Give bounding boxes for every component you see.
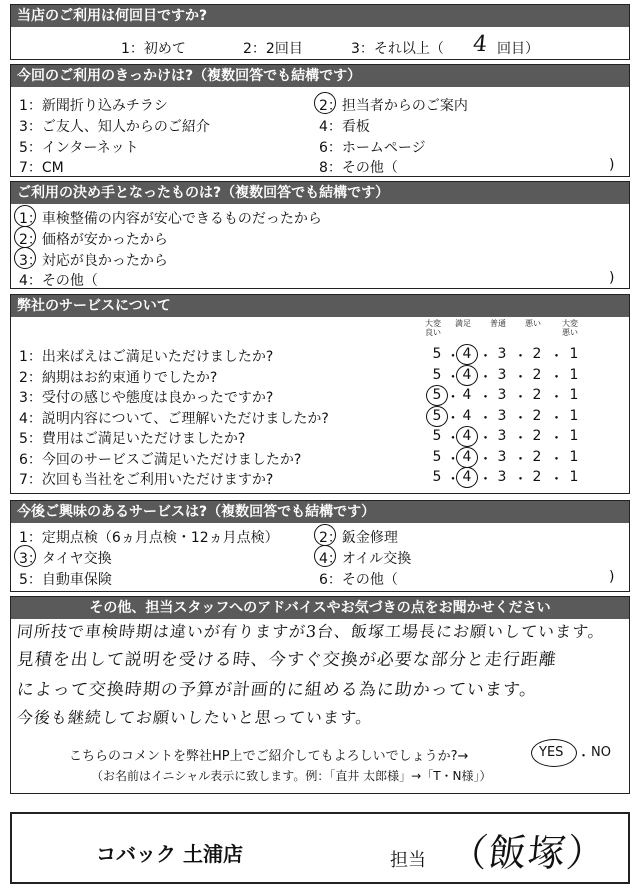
rating-separator: ・ bbox=[549, 390, 564, 406]
rating-score[interactable]: 4 bbox=[462, 469, 472, 485]
interest-option-5[interactable]: 5：自動車保険 bbox=[19, 572, 112, 588]
section-service-rating bbox=[10, 294, 630, 494]
rating-separator: ・ bbox=[513, 369, 528, 386]
rating-separator: ・ bbox=[446, 451, 460, 468]
rating-score[interactable]: 4 bbox=[462, 448, 472, 465]
rating-score[interactable]: 5 bbox=[432, 346, 442, 362]
consent-no[interactable]: NO bbox=[591, 745, 611, 760]
close-paren: ) bbox=[609, 569, 615, 585]
rating-separator: ・ bbox=[446, 410, 460, 427]
trigger-option-7[interactable]: 7：CM bbox=[19, 160, 64, 176]
rating-score[interactable]: 1 bbox=[569, 366, 579, 383]
trigger-option-1[interactable]: 1：新聞折り込みチラシ bbox=[19, 98, 168, 114]
factor-option-3[interactable]: 3：対応が良かったから bbox=[19, 253, 168, 269]
rating-separator: ・ bbox=[513, 390, 528, 406]
section-interest bbox=[10, 500, 630, 592]
section-title: 当店のご利用は何回目ですか? bbox=[11, 5, 629, 27]
comment-line-4: 今後も継続してお願いしたいと思っています。 bbox=[15, 708, 374, 727]
trigger-option-4[interactable]: 4：看板 bbox=[319, 119, 370, 135]
answer-circle bbox=[14, 545, 36, 567]
rating-column-header: 普通 bbox=[490, 319, 506, 328]
rating-score[interactable]: 2 bbox=[532, 387, 542, 403]
rating-score[interactable]: 3 bbox=[497, 448, 507, 465]
section-deciding-factor bbox=[10, 181, 630, 289]
rating-separator: ・ bbox=[478, 349, 493, 365]
interest-option-6[interactable]: 6：その他（ bbox=[319, 572, 398, 588]
store-name: コバック 土浦店 bbox=[96, 842, 243, 866]
rating-column-header: 満足 bbox=[455, 319, 471, 328]
rating-separator: ・ bbox=[549, 431, 564, 447]
section-visit-count bbox=[10, 4, 630, 60]
rating-score[interactable]: 4 bbox=[462, 387, 472, 403]
answer-circle bbox=[456, 447, 478, 468]
answer-circle bbox=[14, 205, 36, 227]
rating-question: 2：納期はお約束通りでしたか? bbox=[19, 369, 218, 386]
rating-score[interactable]: 1 bbox=[569, 387, 579, 403]
rating-score[interactable]: 5 bbox=[432, 448, 442, 465]
option-more-suffix: 回目） bbox=[497, 41, 539, 57]
section-comments bbox=[10, 596, 630, 794]
rating-separator: ・ bbox=[513, 431, 528, 447]
comment-line-2: 見積を出して説明を受ける時、今すぐ交換が必要な部分と走行距離 bbox=[15, 650, 558, 670]
answer-circle bbox=[314, 545, 336, 567]
rating-column-header: 悪い bbox=[525, 319, 541, 328]
rating-score[interactable]: 4 bbox=[462, 407, 472, 424]
answer-circle bbox=[531, 739, 577, 767]
consent-yes[interactable]: YES bbox=[539, 745, 564, 760]
answer-circle bbox=[456, 467, 478, 488]
option-first[interactable]: 1：初めて bbox=[121, 41, 186, 57]
rating-question: 7：次回も当社をご利用いただけますか? bbox=[19, 472, 274, 488]
interest-option-3[interactable]: 3：タイヤ交換 bbox=[19, 551, 112, 567]
answer-circle bbox=[314, 524, 336, 546]
trigger-option-8[interactable]: 8：その他（ bbox=[319, 160, 398, 176]
section-title: 今回のご利用のきっかけは?（複数回答でも結構です） bbox=[11, 65, 629, 87]
rating-separator: ・ bbox=[549, 451, 564, 468]
answer-circle bbox=[456, 344, 478, 365]
section-title: 弊社のサービスについて bbox=[11, 295, 629, 317]
answer-circle bbox=[14, 226, 36, 248]
section-trigger bbox=[10, 64, 630, 177]
rating-score[interactable]: 3 bbox=[497, 407, 507, 424]
rating-separator: ・ bbox=[549, 410, 564, 427]
rating-score[interactable]: 3 bbox=[497, 387, 507, 403]
rating-score[interactable]: 4 bbox=[462, 346, 472, 362]
rating-column-header: 大変 悪い bbox=[562, 319, 578, 337]
close-paren: ) bbox=[609, 270, 615, 286]
trigger-option-3[interactable]: 3：ご友人、知人からのご紹介 bbox=[19, 119, 210, 135]
answer-circle bbox=[314, 92, 336, 114]
interest-option-1[interactable]: 1：定期点検（6ヵ月点検・12ヵ月点検） bbox=[19, 530, 279, 546]
comment-line-3: によって交換時期の予算が計画的に組める為に助かっています。 bbox=[15, 680, 539, 700]
rating-column-header: 大変 良い bbox=[425, 319, 441, 337]
rating-score[interactable]: 5 bbox=[432, 387, 442, 403]
rating-question: 3：受付の感じや態度は良かったですか? bbox=[19, 390, 274, 406]
staff-name: （飯塚） bbox=[447, 831, 608, 875]
close-paren: ) bbox=[609, 157, 615, 173]
rating-score[interactable]: 1 bbox=[569, 448, 579, 465]
rating-score[interactable]: 1 bbox=[569, 346, 579, 362]
factor-option-2[interactable]: 2：価格が安かったから bbox=[19, 232, 168, 248]
section-title: ご利用の決め手となったものは?（複数回答でも結構です） bbox=[11, 182, 629, 204]
rating-score[interactable]: 4 bbox=[462, 428, 472, 444]
interest-option-2[interactable]: 2：鈑金修理 bbox=[319, 530, 398, 546]
footer-box bbox=[10, 812, 630, 884]
trigger-option-6[interactable]: 6：ホームページ bbox=[319, 140, 426, 156]
rating-score[interactable]: 3 bbox=[497, 469, 507, 485]
consent-separator: ・ bbox=[577, 749, 591, 764]
rating-separator: ・ bbox=[446, 431, 460, 447]
rating-separator: ・ bbox=[549, 349, 564, 365]
staff-label: 担当 bbox=[390, 850, 426, 871]
rating-score[interactable]: 2 bbox=[532, 407, 542, 424]
hp-consent-question: こちらのコメントを弊社HP上でご紹介してもよろしいでしょうか?→ bbox=[69, 749, 469, 764]
rating-separator: ・ bbox=[478, 431, 493, 447]
section-title: 今後ご興味のあるサービスは?（複数回答でも結構です） bbox=[11, 501, 629, 523]
rating-question: 5：費用はご満足いただけましたか? bbox=[19, 431, 246, 447]
rating-question: 4：説明内容について、ご理解いただけましたか? bbox=[19, 410, 329, 427]
visit-count-answer[interactable]: 4 bbox=[471, 32, 490, 57]
trigger-option-5[interactable]: 5：インターネット bbox=[19, 140, 139, 156]
section-title: その他、担当スタッフへのアドバイスやお気づきの点をお聞かせください bbox=[11, 597, 629, 619]
rating-separator: ・ bbox=[549, 369, 564, 386]
answer-circle bbox=[456, 365, 478, 386]
rating-separator: ・ bbox=[446, 472, 460, 488]
rating-score[interactable]: 2 bbox=[532, 428, 542, 444]
rating-separator: ・ bbox=[478, 451, 493, 468]
rating-separator: ・ bbox=[478, 369, 493, 386]
rating-question: 6：今回のサービスご満足いただけましたか? bbox=[19, 451, 302, 468]
rating-score[interactable]: 2 bbox=[532, 366, 542, 383]
rating-score[interactable]: 2 bbox=[532, 448, 542, 465]
rating-score[interactable]: 2 bbox=[532, 469, 542, 485]
factor-option-1[interactable]: 1：車検整備の内容が安心できるものだったから bbox=[19, 211, 322, 227]
rating-separator: ・ bbox=[513, 472, 528, 488]
rating-score[interactable]: 1 bbox=[569, 428, 579, 444]
option-more[interactable]: 3：それ以上（ bbox=[351, 41, 444, 57]
answer-circle bbox=[426, 406, 448, 427]
rating-score[interactable]: 3 bbox=[497, 428, 507, 444]
rating-score[interactable]: 5 bbox=[432, 407, 442, 424]
rating-separator: ・ bbox=[446, 369, 460, 386]
rating-score[interactable]: 1 bbox=[569, 469, 579, 485]
trigger-option-2[interactable]: 2：担当者からのご案内 bbox=[319, 98, 468, 114]
rating-separator: ・ bbox=[513, 410, 528, 427]
factor-option-4[interactable]: 4：その他（ bbox=[19, 273, 98, 289]
answer-circle bbox=[426, 385, 448, 406]
answer-circle bbox=[456, 426, 478, 447]
rating-score[interactable]: 5 bbox=[432, 428, 442, 444]
rating-score[interactable]: 2 bbox=[532, 346, 542, 362]
comment-line-1: 同所技で車検時期は違いが有りますが3台、飯塚工場長にお願いしています。 bbox=[15, 622, 606, 641]
option-second[interactable]: 2：2回目 bbox=[243, 41, 303, 57]
rating-separator: ・ bbox=[549, 472, 564, 488]
rating-separator: ・ bbox=[446, 390, 460, 406]
initials-note: （お名前はイニシャル表示に致します。例：「直井 太郎様」→「T・N様」） bbox=[91, 769, 492, 783]
rating-score[interactable]: 4 bbox=[462, 366, 472, 383]
answer-circle bbox=[14, 247, 36, 269]
rating-separator: ・ bbox=[513, 349, 528, 365]
rating-score[interactable]: 5 bbox=[432, 366, 442, 383]
rating-score[interactable]: 1 bbox=[569, 407, 579, 424]
interest-option-4[interactable]: 4：オイル交換 bbox=[319, 551, 412, 567]
rating-question: 1：出来ばえはご満足いただけましたか? bbox=[19, 349, 274, 365]
rating-score[interactable]: 3 bbox=[497, 346, 507, 362]
rating-score[interactable]: 5 bbox=[432, 469, 442, 485]
rating-separator: ・ bbox=[478, 472, 493, 488]
rating-separator: ・ bbox=[478, 410, 493, 427]
rating-separator: ・ bbox=[513, 451, 528, 468]
rating-score[interactable]: 3 bbox=[497, 366, 507, 383]
rating-separator: ・ bbox=[478, 390, 493, 406]
rating-separator: ・ bbox=[446, 349, 460, 365]
